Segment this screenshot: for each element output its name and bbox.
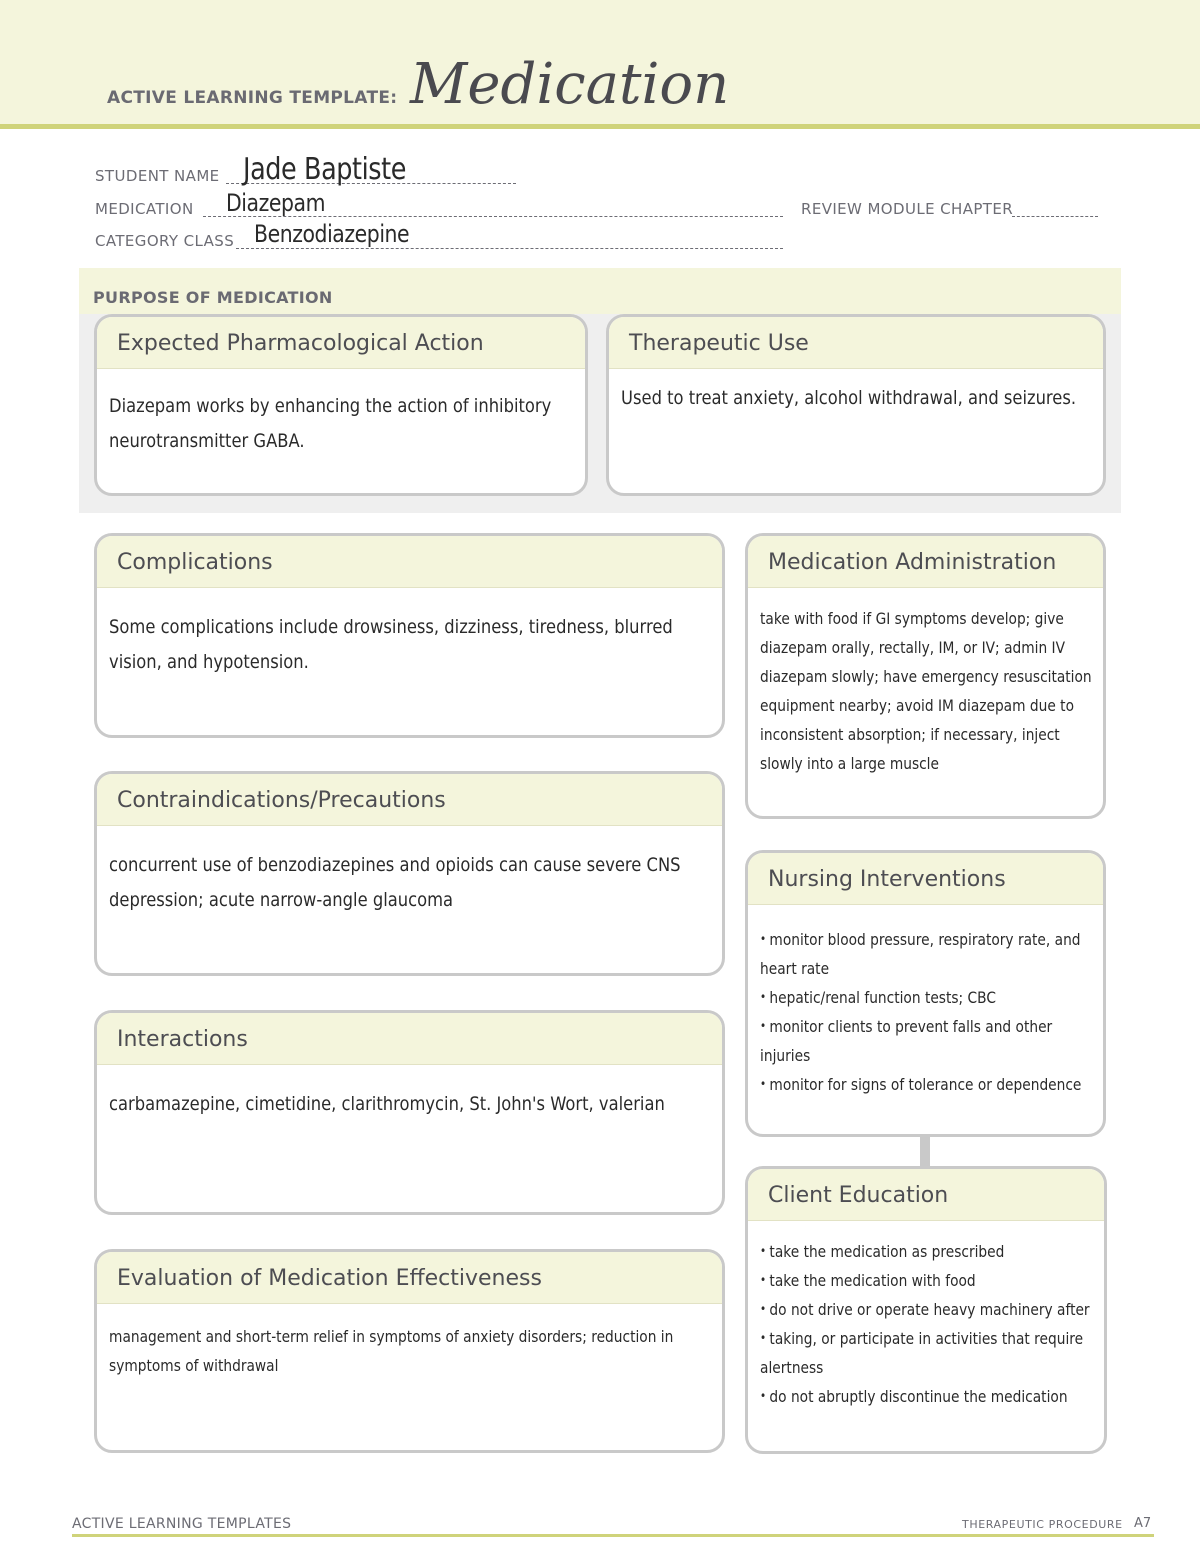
education-item[interactable]: • take the medication as prescribed bbox=[760, 1237, 1096, 1266]
medication-field[interactable]: Diazepam bbox=[226, 189, 326, 217]
review-module-label: REVIEW MODULE CHAPTER bbox=[801, 200, 1014, 218]
nursing-card bbox=[745, 850, 1106, 1137]
footer-left: ACTIVE LEARNING TEMPLATES bbox=[72, 1516, 292, 1532]
review-module-field[interactable] bbox=[1012, 216, 1098, 217]
category-class-line bbox=[236, 248, 783, 249]
student-name-field[interactable]: Jade Baptiste bbox=[243, 152, 406, 187]
administration-heading: Medication Administration bbox=[748, 536, 1103, 588]
nursing-item[interactable]: • monitor blood pressure, respiratory rate, and heart rate bbox=[760, 925, 1095, 983]
education-card bbox=[745, 1166, 1107, 1454]
education-item[interactable]: • do not abruptly discontinue the medication bbox=[760, 1382, 1096, 1411]
footer-right: THERAPEUTIC PROCEDURE bbox=[962, 1518, 1123, 1531]
category-class-field[interactable]: Benzodiazepine bbox=[254, 220, 410, 248]
evaluation-text[interactable]: management and short-term relief in symptoms of anxiety disorders; reduction in symptoms of withdrawal bbox=[109, 1327, 674, 1375]
complications-text[interactable]: Some complications include drowsiness, dizziness, tiredness, blurred vision, and hypotension. bbox=[109, 616, 673, 673]
template-title: Medication bbox=[410, 52, 730, 117]
nursing-heading: Nursing Interventions bbox=[748, 853, 1103, 905]
template-label: ACTIVE LEARNING TEMPLATE: bbox=[107, 88, 398, 108]
administration-text[interactable]: take with food if GI symptoms develop; give diazepam orally, rectally, IM, or IV; admin IV diazepam slowly; have emergency resuscitation equipment nearby; avoid IM diazepam due to inconsistent absorption; if necessary, inject slowly into a large muscle bbox=[760, 609, 1092, 773]
medication-label: MEDICATION bbox=[95, 200, 194, 218]
education-heading: Client Education bbox=[748, 1169, 1104, 1221]
category-class-label: CATEGORY CLASS bbox=[95, 232, 235, 250]
education-item[interactable]: • take the medication with food bbox=[760, 1266, 1096, 1295]
therapeutic-use-text[interactable]: Used to treat anxiety, alcohol withdrawal, and seizures. bbox=[621, 387, 1077, 409]
complications-card bbox=[94, 533, 725, 738]
purpose-title: PURPOSE OF MEDICATION bbox=[93, 288, 333, 307]
therapeutic-use-heading: Therapeutic Use bbox=[609, 317, 1103, 369]
contraindications-heading: Contraindications/Precautions bbox=[97, 774, 722, 826]
contraindications-card bbox=[94, 771, 725, 976]
evaluation-heading: Evaluation of Medication Effectiveness bbox=[97, 1252, 722, 1304]
education-list bbox=[748, 1221, 1103, 1411]
expected-action-card bbox=[94, 314, 588, 496]
card-connector bbox=[920, 1137, 930, 1167]
complications-heading: Complications bbox=[97, 536, 722, 588]
expected-action-heading: Expected Pharmacological Action bbox=[97, 317, 585, 369]
nursing-list bbox=[748, 905, 1102, 1099]
footer-page-number: A7 bbox=[1134, 1516, 1152, 1531]
title-rule bbox=[0, 124, 1200, 129]
evaluation-card bbox=[94, 1249, 725, 1453]
expected-action-text[interactable]: Diazepam works by enhancing the action of inhibitory neurotransmitter GABA. bbox=[109, 395, 552, 452]
interactions-heading: Interactions bbox=[97, 1013, 722, 1065]
education-item[interactable]: • taking, or participate in activities that require alertness bbox=[760, 1324, 1096, 1382]
nursing-item[interactable]: • monitor for signs of tolerance or dependence bbox=[760, 1070, 1095, 1099]
nursing-item[interactable]: • monitor clients to prevent falls and other injuries bbox=[760, 1012, 1095, 1070]
contraindications-text[interactable]: concurrent use of benzodiazepines and opioids can cause severe CNS depression; acute narrow-angle glaucoma bbox=[109, 854, 681, 911]
education-item[interactable]: • do not drive or operate heavy machinery after bbox=[760, 1295, 1096, 1324]
student-name-label: STUDENT NAME bbox=[95, 167, 220, 185]
administration-card bbox=[745, 533, 1106, 819]
interactions-text[interactable]: carbamazepine, cimetidine, clarithromycin, St. John's Wort, valerian bbox=[109, 1093, 665, 1115]
footer-rule bbox=[72, 1534, 1154, 1537]
therapeutic-use-card bbox=[606, 314, 1106, 496]
nursing-item[interactable]: • hepatic/renal function tests; CBC bbox=[760, 983, 1095, 1012]
interactions-card bbox=[94, 1010, 725, 1215]
